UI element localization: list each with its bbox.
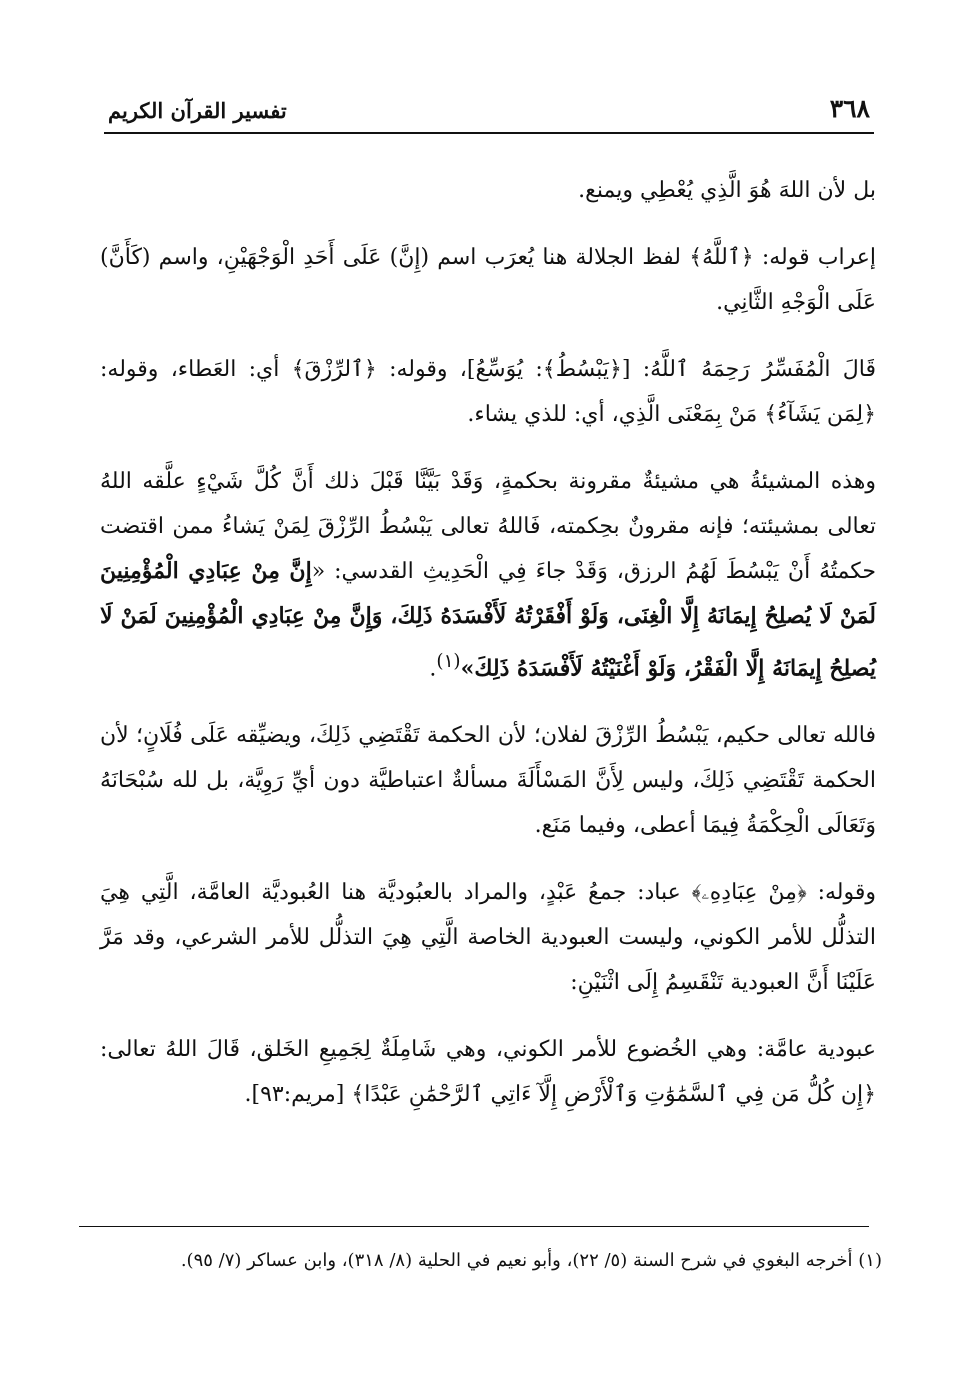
- paragraph-7: [100, 1027, 876, 1117]
- hadith-quote: إِنَّ مِنْ عِبَادِي الْمُؤْمِنِينَ لَمَنْ لَا يُصلِحُ إِيمَانَهُ إِلَّا الْغِنَى، وَلَوْ أَفْقَرْتُهُ لَأَفْسَدَهُ ذَلِكَ، وَإِنَّ مِنْ عِبَادِي الْمُؤْمِنِينَ لَمَنْ لَا يُصلِحُ إِيمَانَهُ إِلَّا الْفَقْرُ، وَلَوْ أَغْنَيْتُهُ لَأَفْسَدَهُ ذَلِكَ: [100, 558, 876, 682]
- page-header: [104, 92, 874, 134]
- footnote-marker: (١): [436, 651, 461, 672]
- main-text: [100, 168, 876, 1135]
- paragraph-1: بل لأن اللهَ هُوَ الَّذِي يُعْطِي ويمنع.: [578, 178, 876, 203]
- book-title: تفسير القرآن الكريم: [108, 98, 287, 123]
- paragraph-4-text: وهذه المشيئةُ هي مشيئةٌ مقرونة بحكمةٍ، وَقَدْ بَيَّنَّا قَبْلَ ذلك أَنَّ كُلَّ شَيْءٍ علَّقه اللهُ تعالى بمشيئته؛ فإنه مقرونٌ بحِكمته، فَاللهُ تعالى يَبْسُطُ الرِّزْقَ لِمَنْ يَشاءُ ممن اقتضت حكمتُهُ أَنْ يَبْسُطَ لَهُمُ الرزق، وَقَدْ جاءَ فِي الْحَدِيثِ القدسي: «: [100, 469, 876, 584]
- quran-reference: [مريم:٩٣].: [244, 1082, 345, 1108]
- paragraph-2: إعراب قوله: ﴿ٱللَّهُ﴾ لفظ الجلالة هنا يُعرَب اسم (إِنَّ) عَلَى أَحَدِ الْوَجْهَيْنِ، واسم (كَأَنَّ) عَلَى الْوَجْهِ الثَّانِي.: [100, 245, 876, 315]
- paragraph-6: وقوله: ﴿مِنْ عِبَادِهِۦ﴾ عباد: جمعُ عَبْدٍ، والمراد بالعبُوديَّة هنا العُبوديَّة العامَّة، الَّتِي هِيَ التذلُّل للأمر الكوني، وليست العبودية الخاصة الَّتِي هِيَ التذلُّل للأمر الشرعي، وقد مَرَّ عَلَيْنَا أَنَّ العبودية تَنْقَسِمُ إِلَى اثْنَيْنِ:: [100, 880, 876, 996]
- hadith-end: .: [429, 656, 437, 682]
- paragraph-5: فالله تعالى حكيم، يَبْسُطُ الرِّزْقَ لفلان؛ لأن الحكمة تَقْتَضِي ذَلِكَ، ويضيِّقه عَلَى فُلَانٍ؛ لأن الحكمة تَقْتَضِي ذَلِكَ، وليس لِأَنَّ المَسْأَلَةَ مسألةٌ اعتباطيَّة دون أيِّ رَوِيَّة، بل لله سُبْحَانَهُ وَتَعَالَى الْحِكْمَةُ فِيمَا أعطى، وفيما مَنَع.: [100, 723, 876, 839]
- paragraph-4: [100, 459, 876, 691]
- paragraph-7-text: عبودية عامَّة: وهي الخُضوع للأمر الكوني، وهي شَامِلَةٌ لِجَمِيعِ الخَلق، قَالَ اللهُ تعالى: ﴿إِن كُلُّ مَن فِي ٱلسَّمَٰوَٰتِ وَٱلْأَرْضِ إِلَّآ ءَاتِي ٱلرَّحْمَٰنِ عَبْدًا﴾: [100, 1037, 876, 1108]
- footnote: (١) أخرجه البغوي في شرح السنة (٥/ ٢٢)، وأبو نعيم في الحلية (٨/ ٣١٨)، وابن عساكر (٧/ ٩٥).: [180, 1250, 882, 1271]
- paragraph-3: قَالَ الْمُفَسِّرُ رَحِمَهُ ٱللَّهُ: [﴿يَبْسُطُ﴾: يُوَسِّعُ]، وقوله: ﴿ٱلرِّزْقَ﴾ أي: العَطاء، وقوله: ﴿لِمَن يَشَآءُ﴾ مَنْ بِمَعْنَى الَّذِي، أي: للذي يشاء.: [100, 357, 876, 427]
- hadith-close-quote: »: [460, 655, 475, 682]
- page-number: ٣٦٨: [829, 94, 870, 123]
- footnote-divider: [79, 1226, 869, 1227]
